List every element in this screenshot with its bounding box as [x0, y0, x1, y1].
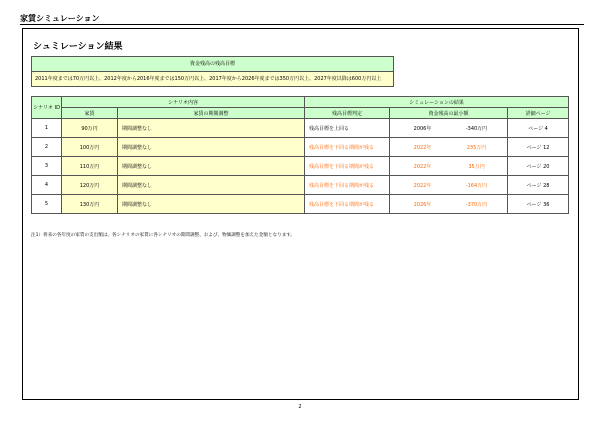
min-balance-year: 2006年 [413, 125, 432, 132]
detail-page-cell: ページ 36 [508, 195, 569, 214]
judgement-cell: 残高目標を下回る期間が残る [305, 138, 390, 157]
min-balance-amount: -370万円 [465, 201, 488, 208]
scenario-id-cell: 2 [32, 138, 62, 157]
adjustment-cell: 期間調整なし [118, 195, 305, 214]
table-row [32, 195, 569, 214]
section-title: シュミレーション結果 [33, 42, 123, 52]
adjustment-cell: 期間調整なし [118, 176, 305, 195]
table-row [32, 138, 569, 157]
judgement-cell: 残高目標を下回る期間が残る [305, 195, 390, 214]
adjustment-cell: 期間調整なし [118, 138, 305, 157]
scenario-id-cell: 1 [32, 119, 62, 138]
document-title: 家賃シミュレーション [20, 14, 100, 23]
header-simulation-result: シミュレーションの結果 [305, 97, 569, 108]
rent-cell: 100万円 [62, 138, 118, 157]
header-judgement: 残高目標判定 [305, 108, 390, 119]
adjustment-cell: 期間調整なし [118, 119, 305, 138]
footnote: 注1）将来の各年度の家賃の支出額は、各シナリオの家賃に各シナリオの期間調整、および、物価調整を加えた金額となります。 [31, 233, 296, 238]
rent-cell: 90万円 [62, 119, 118, 138]
header-adjustment: 家賃の期間調整 [118, 108, 305, 119]
balance-goal-box [31, 56, 394, 87]
min-balance-cell [390, 157, 508, 176]
min-balance-cell [390, 119, 508, 138]
min-balance-cell [390, 138, 508, 157]
min-balance-year: 2022年 [413, 182, 432, 189]
header-rent: 家賃 [62, 108, 118, 119]
header-detail-page: 詳細ページ [508, 108, 569, 119]
title-rule [20, 24, 584, 25]
detail-page-cell: ページ 4 [508, 119, 569, 138]
header-scenario-id: シナリオ ID [32, 97, 62, 119]
scenario-id-cell: 5 [32, 195, 62, 214]
scenario-id-cell: 4 [32, 176, 62, 195]
min-balance-year: 2022年 [413, 144, 432, 151]
scenario-id-cell: 3 [32, 157, 62, 176]
table-row [32, 157, 569, 176]
balance-goal-text: 2011年度までは70万円以上、2012年度から2016年度までは150万円以上、2017年度から2026年度までは350万円以上、2027年度以降は600万円以上 [32, 72, 393, 86]
header-scenario-content: シナリオ内容 [62, 97, 305, 108]
rent-cell: 110万円 [62, 157, 118, 176]
table-row [32, 119, 569, 138]
detail-page-cell: ページ 12 [508, 138, 569, 157]
header-min-balance: 資金残高の最小額 [390, 108, 508, 119]
page-number: 2 [298, 404, 302, 410]
table-row [32, 176, 569, 195]
min-balance-amount: -164万円 [465, 182, 488, 189]
judgement-cell: 残高目標を下回る期間が残る [305, 176, 390, 195]
balance-goal-header: 資金残高の残高目標 [32, 57, 393, 72]
rent-cell: 130万円 [62, 195, 118, 214]
min-balance-amount: -340万円 [465, 125, 488, 132]
rent-cell: 120万円 [62, 176, 118, 195]
min-balance-cell [390, 176, 508, 195]
min-balance-amount: 35万円 [468, 163, 485, 170]
min-balance-year: 2026年 [413, 201, 432, 208]
min-balance-amount: 235万円 [466, 144, 487, 151]
judgement-cell: 残高目標を下回る期間が残る [305, 157, 390, 176]
min-balance-year: 2022年 [413, 163, 432, 170]
min-balance-cell [390, 195, 508, 214]
scenario-results-table [31, 96, 569, 214]
adjustment-cell: 期間調整なし [118, 157, 305, 176]
judgement-cell: 残高目標を上回る [305, 119, 390, 138]
detail-page-cell: ページ 20 [508, 157, 569, 176]
detail-page-cell: ページ 28 [508, 176, 569, 195]
